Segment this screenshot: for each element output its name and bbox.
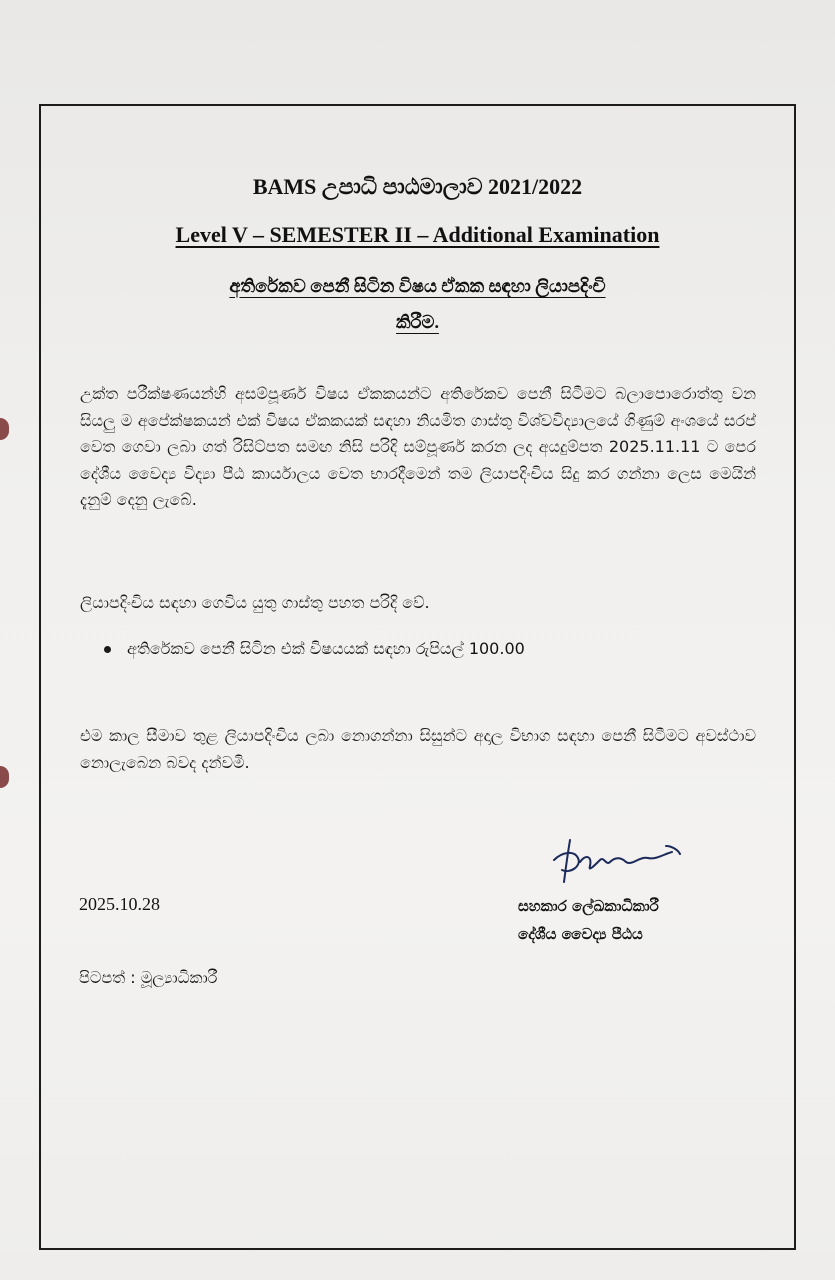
fee-item-text: අතිරේකව පෙනී සිටින එක් විෂයයක් සඳහා රුපියල් 100.00 xyxy=(127,639,525,658)
notice-subject xyxy=(0,268,835,340)
exam-title xyxy=(0,222,835,248)
notice-subject-line2: කිරීම. xyxy=(396,312,439,332)
copy-to: පිටපත් : මූල්‍යාධිකාරී xyxy=(79,968,218,987)
notice-date: 2025.10.28 xyxy=(79,894,160,914)
handwritten-signature xyxy=(540,832,700,892)
signatory-organization: දේශීය වෛද්‍ය පීඨය xyxy=(518,925,643,943)
exam-title-text: Level V – SEMESTER II – Additional Examination xyxy=(175,222,660,247)
fee-intro: ලියාපදිංචිය සඳහා ගෙවිය යුතු ගාස්තු පහත පරිදි වේ. xyxy=(80,593,430,612)
notice-subject-line1: අතිරේකව පෙනී සිටින විෂය ඒකක සඳහා ලියාපදිංචි xyxy=(229,276,606,296)
notice-paragraph-warning: එම කාල සීමාව තුළ ලියාපදිංචිය ලබා නොගන්නා සිසුන්ට අදාල විභාග සඳහා පෙනී සිටීමට අවස්ථාව නොලැබෙන බවද දන්වමි. xyxy=(80,726,756,772)
course-title: BAMS උපාධි පාඨමාලාව 2021/2022 xyxy=(252,174,583,199)
fee-list-item xyxy=(104,636,525,662)
notice-paragraph-main: උක්ත පරීක්ෂණයන්හි අසම්පූර්ණ විෂය ඒකකයන්ට අතිරේකව පෙනී සිටීමට බලාපොරොත්තු වන සියලු ම අපේක්ෂකයන් එක් විෂය ඒකකයක් සඳහා නියමිත ගාස්තු විශ්වවිද්‍යාලයේ ගිණුම් අංශයේ සරප් වෙත ගෙවා ලබා ගත් රිසිට්පත සමඟ නිසි පරිදි සම්පූර්ණ කරන ලද අයදුම්පත 2025.11.11 ට පෙර දේශීය වෛද්‍ය විද්‍යා පීඨ කාර්යාලය වෙත භාරදීමෙන් තම ලියාපදිංචිය සිදු කර ගන්නා ලෙස මෙයින් දැනුම් දෙනු ලැබේ. xyxy=(80,384,756,509)
bullet-icon xyxy=(104,646,111,653)
signatory-block xyxy=(518,892,659,948)
signatory-title: සහකාර ලේඛකාධිකාරී xyxy=(518,897,659,915)
